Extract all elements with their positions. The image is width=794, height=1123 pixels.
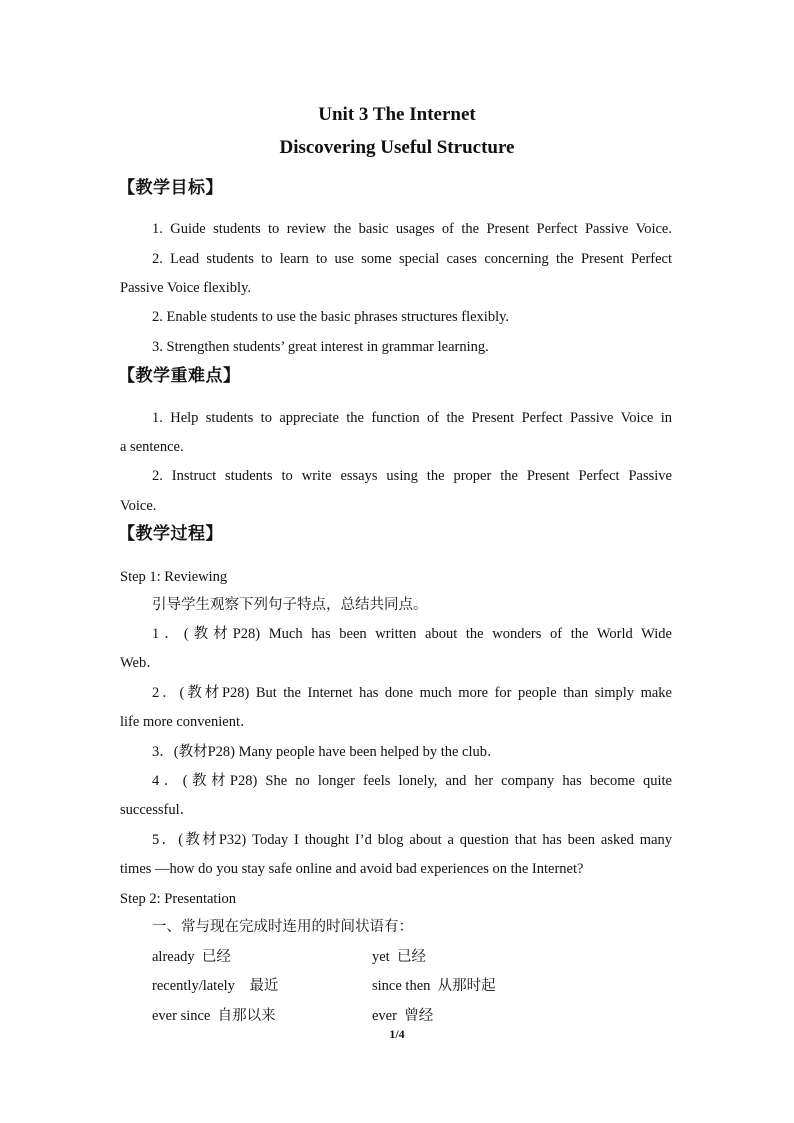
time-word-cn: 已经 (396, 949, 426, 965)
example-sentence: times —how do you stay safe online and avoid bad experiences on the Internet? (120, 861, 584, 877)
step1-label: Step 1: Reviewing (120, 569, 228, 585)
time-adverbials-title: 一、常与现在完成时连用的时间状语有： (152, 919, 413, 935)
example-sentence: 3．(教材P28) Many people have been helped by the club． (152, 744, 502, 760)
time-word-row (372, 976, 672, 996)
example-sentence: successful． (120, 802, 195, 818)
objective-item: 2. Lead students to learn to use some special cases concerning the Present Perfect (152, 251, 672, 267)
example-sentence: life more convenient． (120, 714, 255, 730)
document-title: Unit 3 The Internet (318, 104, 476, 125)
process-heading: 【教学过程】 (118, 524, 223, 544)
time-word-row (372, 947, 672, 967)
example-sentence: 4．(教材P28) She no longer feels lonely, and her company has become quite (152, 773, 672, 789)
objective-item: 1. Guide students to review the basic usages of the Present Perfect Passive Voice. (152, 221, 672, 237)
page-number: 1/4 (389, 1027, 405, 1041)
document-subtitle: Discovering Useful Structure (279, 137, 515, 158)
time-word-cn: 从那时起 (437, 978, 496, 994)
key-points-heading: 【教学重难点】 (118, 366, 241, 386)
step2-label: Step 2: Presentation (120, 891, 236, 907)
time-word-cn: 曾经 (404, 1008, 434, 1024)
key-point-item: 2. Instruct students to write essays using the proper the Present Perfect Passive (152, 468, 672, 484)
time-word-cn: 自那以来 (217, 1008, 276, 1024)
objective-item: 2. Enable students to use the basic phrases structures flexibly. (152, 309, 510, 325)
step1-intro: 引导学生观察下列句子特点，总结共同点。 (152, 597, 428, 613)
time-word-cn: 最近 (249, 978, 279, 994)
time-word-en: ever (372, 1008, 397, 1024)
example-sentence: 1．(教材P28) Much has been written about the wonders of the World Wide (152, 626, 672, 642)
time-word-cn: 已经 (201, 949, 231, 965)
objectives-heading: 【教学目标】 (118, 178, 223, 198)
time-word-en: ever since (152, 1008, 211, 1024)
objective-item: 3. Strengthen students’ great interest in grammar learning. (152, 339, 489, 355)
time-word-row (372, 1006, 672, 1026)
key-point-item: a sentence. (120, 439, 184, 455)
example-sentence: Web． (120, 655, 161, 671)
time-word-en: yet (372, 949, 390, 965)
objective-item: Passive Voice flexibly. (120, 280, 252, 296)
key-point-item: Voice. (120, 498, 157, 514)
time-word-en: already (152, 949, 195, 965)
time-word-en: since then (372, 978, 431, 994)
example-sentence: 2．(教材P28) But the Internet has done much more for people than simply make (152, 685, 672, 701)
example-sentence: 5．(教材P32) Today I thought I’d blog about a question that has been asked many (152, 832, 672, 848)
time-word-en: recently/lately (152, 978, 235, 994)
key-point-item: 1. Help students to appreciate the function of the Present Perfect Passive Voice in (152, 410, 672, 426)
